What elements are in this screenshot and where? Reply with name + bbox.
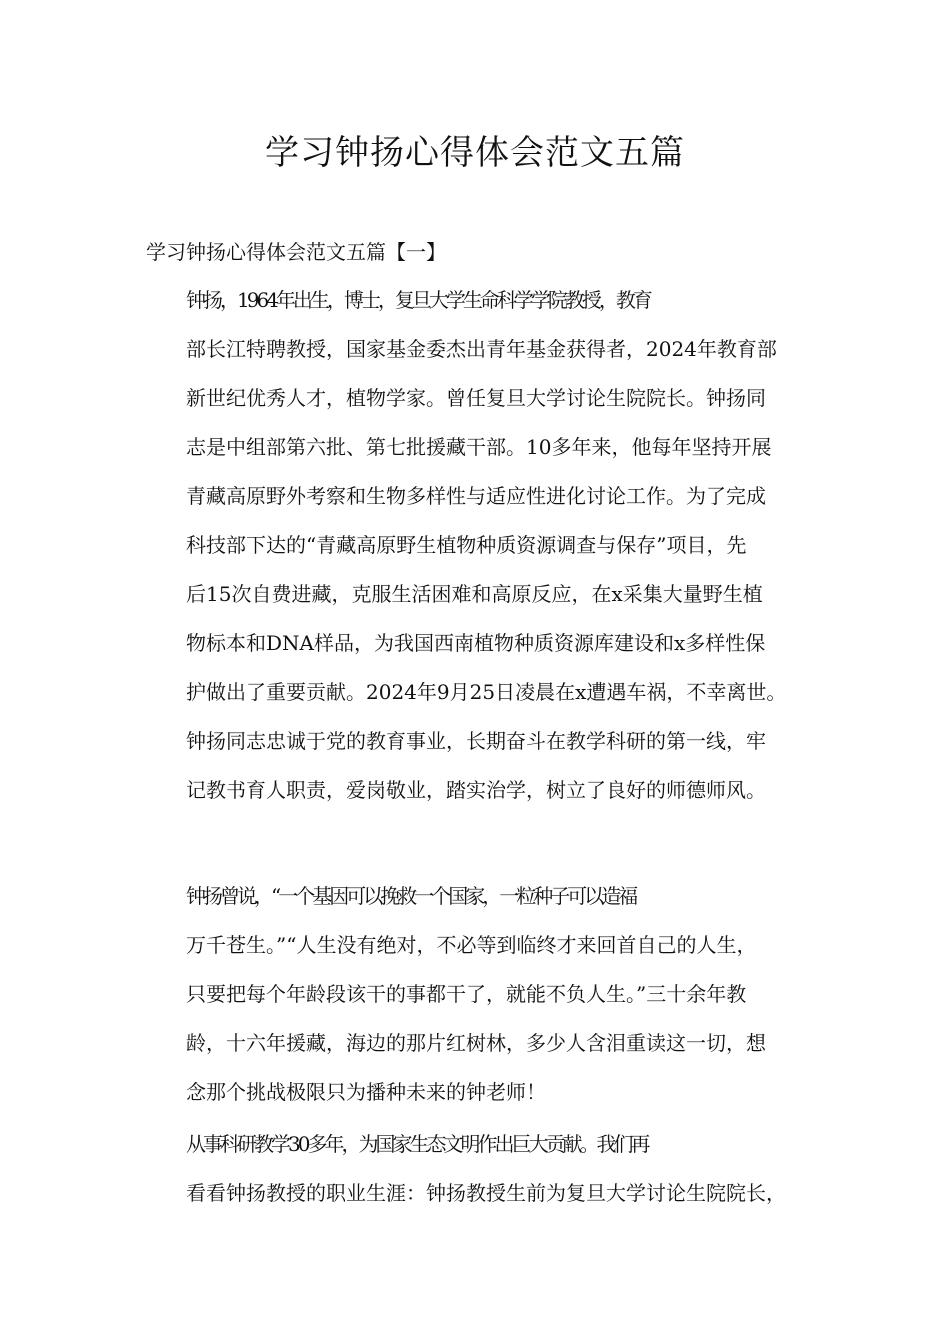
text-line: 从事科研教学30多年，为国家生态文明作出巨大贡献。我们再 [186, 1132, 648, 1156]
text-line: 钟扬曾说，“一个基因可以挽救一个国家，一粒种子可以造福 [186, 884, 636, 908]
paragraph [146, 1120, 826, 1218]
text-line: 志是中组部第六批、第七批援藏干部。10多年来，他每年坚持开展 [186, 435, 772, 459]
text-line: 钟扬同志忠诚于党的教育事业，长期奋斗在教学科研的第一线，牢 [186, 729, 766, 753]
paragraph [146, 872, 826, 1117]
text-line: 钟扬，1964年出生，博士，复旦大学生命科学学院教授，教育 [186, 288, 650, 312]
text-line: 念那个挑战极限只为播种未来的钟老师！ [186, 1080, 546, 1104]
text-line: 护做出了重要贡献。2024年9月25日凌晨在x遭遇车祸，不幸离世。 [186, 680, 787, 704]
text-line: 后15次自费进藏，克服生活困难和高原反应，在x采集大量野生植 [186, 582, 763, 606]
text-line: 万千苍生。”“人生没有绝对，不必等到临终才来回首自己的人生， [186, 933, 757, 957]
text-line: 科技部下达的“青藏高原野生植物种质资源调查与保存”项目，先 [186, 533, 747, 557]
section-heading: 学习钟扬心得体会范文五篇【一】 [146, 240, 446, 264]
document-title: 学习钟扬心得体会范文五篇 [265, 133, 685, 173]
text-line: 记教书育人职责，爱岗敬业，踏实治学，树立了良好的师德师风。 [186, 778, 766, 802]
text-line: 龄，十六年援藏，海边的那片红树林，多少人含泪重读这一切，想 [186, 1031, 766, 1055]
text-line: 只要把每个年龄段该干的事都干了，就能不负人生。”三十余年教 [186, 982, 747, 1006]
text-line: 物标本和DNA样品，为我国西南植物种质资源库建设和x多样性保 [186, 631, 766, 655]
text-line: 看看钟扬教授的职业生涯：钟扬教授生前为复旦大学讨论生院院长， [186, 1181, 786, 1205]
text-line: 青藏高原野外考察和生物多样性与适应性进化讨论工作。为了完成 [186, 484, 766, 508]
paragraph [146, 276, 826, 815]
text-line: 新世纪优秀人才，植物学家。曾任复旦大学讨论生院院长。钟扬同 [186, 386, 766, 410]
text-line: 部长江特聘教授，国家基金委杰出青年基金获得者，2024年教育部 [186, 337, 777, 361]
